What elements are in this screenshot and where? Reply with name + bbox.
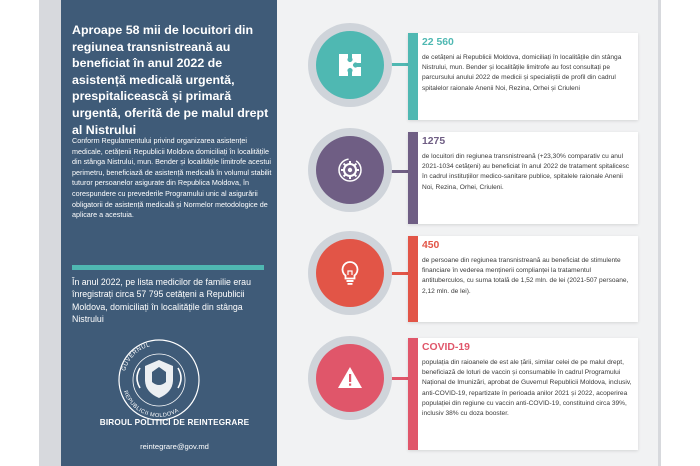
icon-circle-2 <box>316 136 384 204</box>
card-title-3: 450 <box>422 240 440 251</box>
icon-ring-3 <box>308 231 392 315</box>
svg-text:REPUBLICII MOLDOVA: REPUBLICII MOLDOVA <box>121 389 181 420</box>
card-text-2: de locuitori din regiunea transnistreană (+23,30% comparativ cu anul 2021-1034 cetățeni) au beneficiat în anul 2022 de tratament spitalicesc în cadrul instituțiilor medico-sanitare publice, spitalele raionale Anenii Noi, Rezina, Orhei, Criuleni. <box>422 153 630 191</box>
icon-ring-4 <box>308 336 392 420</box>
card-text-1: de cetățeni ai Republicii Moldova, domiciliați în localitățile din stânga Nistrului, mun. Bender și localitățile limitrofe au fost consultați pe parcursului anului 2022 de medicii și specialiștii de profil din cadrul spitalelor raionale Anenii Noi, Rezina, Orhei și Criuleni <box>422 54 622 92</box>
intro-paragraph: Conform Regulamentului privind organizarea asistenței medicale, cetățenii Republicii Moldova domiciliați în localitățile din stânga Nistrului, mun. Bender și localitățile limitrofe acestui perimetru, beneficiază de asistență medicală în volumul stabilit tuturor persoanelor asigurate din Republica Moldova, în corespundere cu prevederile Programului unic al asigurării obligatorii de asistență medicală și Normelor metodologice de aplicare a acestuia. <box>72 136 272 220</box>
government-emblem-icon <box>110 334 208 422</box>
emblem-lettering: GUVERNUL <box>121 342 152 372</box>
icon-ring-1 <box>308 23 392 107</box>
lightbulb-icon <box>335 258 365 288</box>
card-3 <box>408 236 638 322</box>
icon-ring-2 <box>308 128 392 212</box>
card-4 <box>408 338 638 450</box>
icon-circle-4 <box>316 344 384 412</box>
family-doctors-statement: În anul 2022, pe lista medicilor de familie erau înregistrați circa 57 795 cetățeni a Republicii Moldova, domiciliați în localitățile din stânga Nistrului <box>72 277 251 325</box>
card-title-2: 1275 <box>422 136 446 147</box>
teal-divider <box>72 265 264 270</box>
icon-circle-3 <box>316 239 384 307</box>
card-bar-2 <box>408 132 418 224</box>
icon-circle-1 <box>316 31 384 99</box>
left-gray-stripe <box>39 0 61 466</box>
card-title-4: COVID-19 <box>422 342 470 353</box>
card-2 <box>408 132 638 224</box>
card-bar-3 <box>408 236 418 322</box>
card-bar-1 <box>408 33 418 120</box>
puzzle-icon <box>335 50 365 80</box>
card-1 <box>408 33 638 120</box>
main-title: Aproape 58 mii de locuitori din regiunea transnistreană au beneficiat în anul 2022 de asistență medicală urgentă, prespitalicească și primară urgentă, oferită de pe malul drept al Nistrului <box>72 23 269 137</box>
warning-icon <box>335 363 365 393</box>
card-text-4: populația din raioanele de est ale țării, similar celei de pe malul drept, beneficiază de loturi de vaccin și consumabile în cadrul Programului Național de Imunizări, aprobat de Guvernul Republicii Moldova, inclusiv, anti-COVID-19, repartizate în perioada anilor 2021 și 2022, acoperirea populației din regiune cu vaccin anti-COVID-19, constituind circa 39%, inclusiv 38% cu doza booster. <box>422 359 632 418</box>
gear-icon <box>335 155 365 185</box>
card-title-1: 22 560 <box>422 37 454 48</box>
organization-name: BIROUL POLITICI DE REINTEGRARE <box>99 418 250 427</box>
right-gray-stripe <box>658 0 661 466</box>
contact-email[interactable]: reintegrare@gov.md <box>140 442 209 451</box>
card-bar-4 <box>408 338 418 450</box>
card-text-3: de persoane din regiunea transnistreană au beneficiat de stimulente financiare în vederea menținerii complianței la tratamentul antituberculos, cu suma totală de 1,52 mln. de lei (2021-507 persoane, 2,12 mln. de lei). <box>422 257 629 295</box>
